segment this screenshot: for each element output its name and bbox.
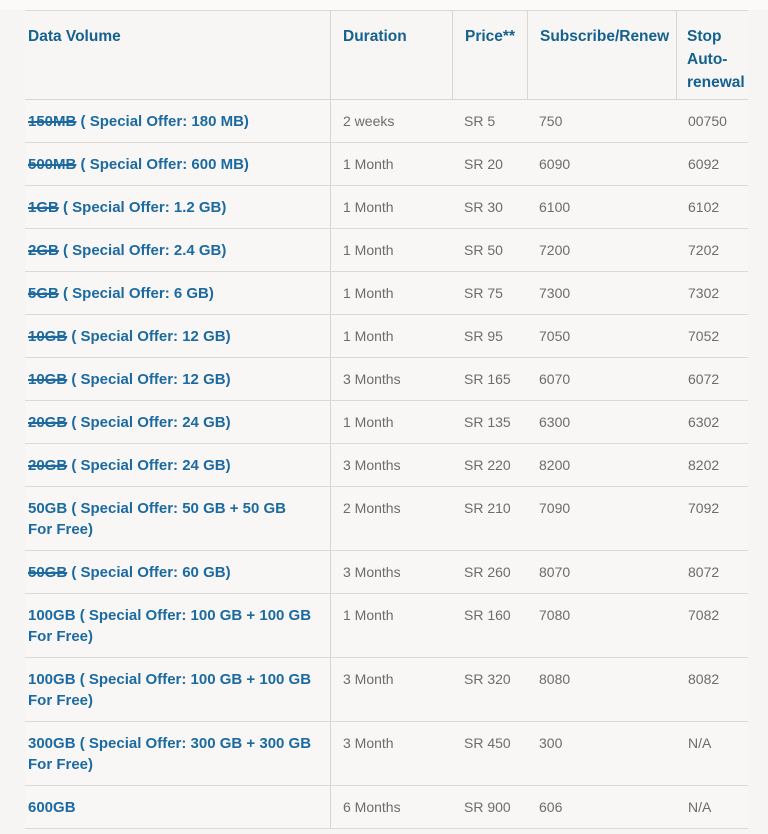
plan-volume-cell — [25, 229, 330, 271]
plan-volume-cell — [25, 358, 330, 400]
plan-volume-cell — [25, 401, 330, 443]
plan-volume-name: 10GB — [28, 328, 68, 345]
plan-volume-cell — [25, 658, 330, 721]
plan-duration-cell: 3 Month — [330, 658, 452, 721]
plan-volume-name: 20GB — [28, 414, 68, 431]
table-row — [25, 229, 748, 272]
table-row — [25, 272, 748, 315]
plan-price-cell: SR 75 — [464, 285, 503, 301]
plan-subscribe-code-cell: 750 — [539, 113, 563, 129]
plan-volume-cell — [25, 186, 330, 228]
table-header-row — [25, 10, 748, 100]
plan-duration-cell: 3 Months — [330, 444, 452, 486]
table-row — [25, 401, 748, 444]
plan-duration-cell: 3 Month — [330, 722, 452, 785]
plan-price-cell: SR 260 — [464, 564, 511, 580]
plan-stop-code-cell: 8082 — [688, 671, 720, 687]
plan-volume-offer: ( Special Offer: 24 GB) — [67, 414, 231, 431]
table-row — [25, 315, 748, 358]
plan-volume-cell — [25, 786, 330, 828]
plan-price-cell: SR 50 — [464, 242, 503, 258]
plan-subscribe-code-cell: 8080 — [539, 671, 571, 687]
plan-volume-cell — [25, 594, 330, 657]
data-plans-table — [25, 10, 748, 829]
plan-stop-code-cell: 7092 — [688, 500, 720, 516]
plan-volume-offer: ( Special Offer: 12 GB) — [67, 371, 231, 388]
plan-price-cell: SR 165 — [464, 371, 511, 387]
table-row — [25, 143, 748, 186]
plan-price-cell: SR 5 — [464, 113, 496, 129]
plan-volume-offer: ( Special Offer: 100 GB + 100 GB For Free) — [28, 671, 312, 709]
table-row — [25, 100, 748, 143]
table-row — [25, 551, 748, 594]
plan-stop-code-cell: 7052 — [688, 328, 720, 344]
plan-stop-code-cell: 8072 — [688, 564, 720, 580]
table-row — [25, 658, 748, 722]
plan-subscribe-code-cell: 7050 — [539, 328, 571, 344]
plan-subscribe-code-cell: 8200 — [539, 457, 571, 473]
plan-subscribe-code-cell: 6090 — [539, 156, 571, 172]
plan-volume-name: 10GB — [28, 371, 68, 388]
plan-price-cell: SR 20 — [464, 156, 503, 172]
plan-volume-name: 150MB — [28, 113, 77, 130]
plan-volume-cell — [25, 315, 330, 357]
plan-subscribe-code-cell: 300 — [539, 735, 563, 751]
plan-subscribe-code-cell: 6070 — [539, 371, 571, 387]
plan-duration-cell: 2 weeks — [330, 100, 452, 142]
col-header-data-volume: Data Volume — [28, 28, 121, 45]
plan-volume-offer: ( Special Offer: 300 GB + 300 GB For Free) — [28, 735, 312, 773]
plan-stop-code-cell: 6102 — [688, 199, 720, 215]
plan-volume-offer: ( Special Offer: 12 GB) — [67, 328, 231, 345]
plan-duration-cell: 1 Month — [330, 594, 452, 657]
plan-price-cell: SR 95 — [464, 328, 503, 344]
plan-subscribe-code-cell: 7200 — [539, 242, 571, 258]
plan-stop-code-cell: 6072 — [688, 371, 720, 387]
plan-stop-code-cell: 7202 — [688, 242, 720, 258]
plan-duration-cell: 2 Months — [330, 487, 452, 550]
plan-subscribe-code-cell: 7090 — [539, 500, 571, 516]
plan-volume-name: 50GB — [28, 500, 68, 517]
plan-volume-cell — [25, 143, 330, 185]
table-row — [25, 444, 748, 487]
plan-volume-cell — [25, 444, 330, 486]
plan-volume-cell — [25, 100, 330, 142]
plan-duration-cell: 3 Months — [330, 551, 452, 593]
plan-duration-cell: 1 Month — [330, 272, 452, 314]
plan-duration-cell: 1 Month — [330, 143, 452, 185]
plan-price-cell: SR 160 — [464, 607, 511, 623]
plan-price-cell: SR 900 — [464, 799, 511, 815]
col-header-subscribe-renew: Subscribe/Renew — [527, 11, 676, 99]
plan-duration-cell: 1 Month — [330, 401, 452, 443]
plan-volume-offer: ( Special Offer: 6 GB) — [58, 285, 214, 302]
plan-volume-name: 600GB — [28, 799, 76, 816]
plan-volume-cell — [25, 487, 330, 550]
plan-duration-cell: 1 Month — [330, 315, 452, 357]
table-body — [25, 100, 748, 829]
plan-subscribe-code-cell: 8070 — [539, 564, 571, 580]
plan-stop-code-cell: N/A — [688, 799, 712, 815]
plan-price-cell: SR 210 — [464, 500, 511, 516]
plan-duration-cell: 1 Month — [330, 186, 452, 228]
col-header-price: Price** — [452, 11, 527, 99]
plan-volume-name: 500MB — [28, 156, 77, 173]
plan-volume-name: 20GB — [28, 457, 68, 474]
table-row — [25, 487, 748, 551]
page-top-strip — [0, 0, 768, 10]
plan-price-cell: SR 450 — [464, 735, 511, 751]
plan-volume-name: 5GB — [28, 285, 59, 302]
table-row — [25, 186, 748, 229]
plan-volume-name: 100GB — [28, 671, 76, 688]
plan-volume-offer: ( Special Offer: 600 MB) — [76, 156, 249, 173]
plan-stop-code-cell: N/A — [688, 735, 712, 751]
table-row — [25, 786, 748, 829]
col-header-duration: Duration — [330, 11, 452, 99]
plan-subscribe-code-cell: 7300 — [539, 285, 571, 301]
plan-stop-code-cell: 7082 — [688, 607, 720, 623]
plan-volume-name: 300GB — [28, 735, 76, 752]
table-row — [25, 722, 748, 786]
plan-volume-name: 1GB — [28, 199, 59, 216]
plan-duration-cell: 1 Month — [330, 229, 452, 271]
plan-volume-offer: ( Special Offer: 100 GB + 100 GB For Free) — [28, 607, 312, 645]
plan-duration-cell: 6 Months — [330, 786, 452, 828]
plan-price-cell: SR 30 — [464, 199, 503, 215]
plan-volume-cell — [25, 272, 330, 314]
plan-volume-offer: ( Special Offer: 1.2 GB) — [58, 199, 227, 216]
table-row — [25, 358, 748, 401]
plan-volume-cell — [25, 722, 330, 785]
plan-price-cell: SR 135 — [464, 414, 511, 430]
plan-volume-name: 100GB — [28, 607, 76, 624]
plan-volume-offer: ( Special Offer: 60 GB) — [67, 564, 231, 581]
plan-stop-code-cell: 8202 — [688, 457, 720, 473]
plan-volume-name: 50GB — [28, 564, 68, 581]
plan-price-cell: SR 320 — [464, 671, 511, 687]
plan-volume-name: 2GB — [28, 242, 59, 259]
plan-stop-code-cell: 00750 — [688, 113, 727, 129]
plan-volume-offer: ( Special Offer: 180 MB) — [76, 113, 249, 130]
plan-volume-offer: ( Special Offer: 2.4 GB) — [58, 242, 227, 259]
plan-subscribe-code-cell: 606 — [539, 799, 563, 815]
plan-subscribe-code-cell: 7080 — [539, 607, 571, 623]
plan-stop-code-cell: 7302 — [688, 285, 720, 301]
plan-price-cell: SR 220 — [464, 457, 511, 473]
plan-volume-cell — [25, 551, 330, 593]
col-header-stop-auto-renewal: Stop Auto-renewal — [676, 11, 748, 99]
plan-subscribe-code-cell: 6300 — [539, 414, 571, 430]
plan-volume-offer: ( Special Offer: 24 GB) — [67, 457, 231, 474]
plan-duration-cell: 3 Months — [330, 358, 452, 400]
plan-stop-code-cell: 6092 — [688, 156, 720, 172]
table-row — [25, 594, 748, 658]
plan-subscribe-code-cell: 6100 — [539, 199, 571, 215]
plan-stop-code-cell: 6302 — [688, 414, 720, 430]
plan-volume-offer: ( Special Offer: 50 GB + 50 GB For Free) — [28, 500, 287, 538]
